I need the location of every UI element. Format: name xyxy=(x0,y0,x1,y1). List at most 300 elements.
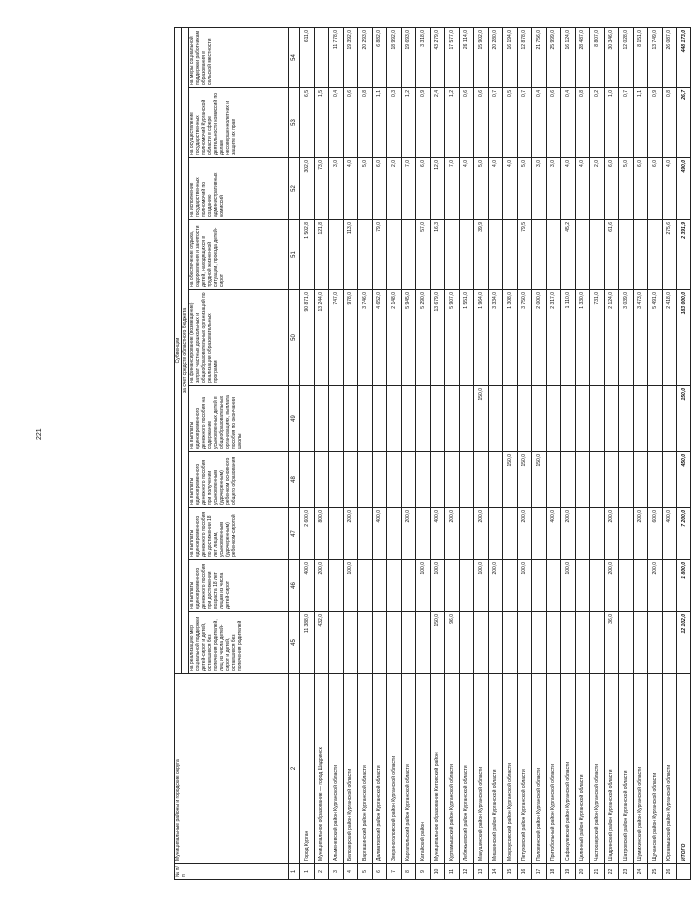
column-header: на исполнение государственных полномочий по созданию административных комиссий xyxy=(189,158,289,220)
column-header: на выплаты единовременного денежного пособия на содержание усыновленных детей в общеобразовательных организациях, выплата пособия по окончании школы xyxy=(189,386,289,452)
table-row xyxy=(633,28,648,880)
cell-value: 17 577,0 xyxy=(445,28,460,88)
row-municipality: Лебяжьевский район Курганской области xyxy=(459,674,474,864)
column-header: на выплаты единовременного денежного пособия при получении усыновленным (удочеренным) ребенком основного общего образования xyxy=(189,452,289,508)
column-index: 53 xyxy=(289,88,300,158)
row-municipality: Мишкинский район Курганской области xyxy=(488,674,503,864)
cell-value xyxy=(329,220,344,290)
cell-value: 8 807,0 xyxy=(590,28,605,88)
cell-value xyxy=(459,560,474,612)
cell-value xyxy=(619,612,634,674)
cell-value xyxy=(503,220,518,290)
cell-value: 20 280,0 xyxy=(488,28,503,88)
cell-value: 800,0 xyxy=(314,508,329,560)
row-number: 22 xyxy=(604,864,619,880)
cell-value xyxy=(401,612,416,674)
cell-value xyxy=(488,612,503,674)
cell-value: 2 148,0 xyxy=(387,290,402,386)
total-value: 490,0 xyxy=(677,158,691,220)
cell-value: 100,0 xyxy=(416,560,431,612)
cell-value xyxy=(401,560,416,612)
cell-value: 3 750,0 xyxy=(517,290,532,386)
cell-value xyxy=(488,386,503,452)
table-row xyxy=(401,28,416,880)
cell-value: 100,0 xyxy=(517,560,532,612)
cell-value: 30 346,0 xyxy=(604,28,619,88)
cell-value: 39,9 xyxy=(474,220,489,290)
row-number: 2 xyxy=(314,864,329,880)
cell-value: 150,0 xyxy=(532,452,547,508)
cell-value: 2,0 xyxy=(387,158,402,220)
cell-value xyxy=(619,508,634,560)
cell-value: 2 124,0 xyxy=(604,290,619,386)
cell-value: 4,0 xyxy=(343,158,358,220)
cell-value xyxy=(590,220,605,290)
cell-value xyxy=(372,560,387,612)
cell-value: 200,0 xyxy=(604,560,619,612)
cell-value xyxy=(503,612,518,674)
cell-value xyxy=(633,452,648,508)
cell-value: 121,8 xyxy=(314,220,329,290)
row-municipality: Шумихинский район Курганской области xyxy=(633,674,648,864)
cell-value: 0,8 xyxy=(575,88,590,158)
cell-value xyxy=(416,508,431,560)
cell-value: 0,5 xyxy=(503,88,518,158)
cell-value: 2 317,0 xyxy=(546,290,561,386)
cell-value: 6,0 xyxy=(604,158,619,220)
row-municipality: Звериноголовский район Курганской области xyxy=(387,674,402,864)
row-number: 20 xyxy=(575,864,590,880)
cell-value: 1,5 xyxy=(314,88,329,158)
cell-value: 2 418,0 xyxy=(662,290,677,386)
cell-value xyxy=(619,452,634,508)
row-municipality: Целинный район Курганской области xyxy=(575,674,590,864)
cell-value xyxy=(459,612,474,674)
cell-value: 13 749,0 xyxy=(648,28,663,88)
cell-value xyxy=(561,612,576,674)
cell-value: 79,0 xyxy=(372,220,387,290)
cell-value xyxy=(633,560,648,612)
cell-value: 0,6 xyxy=(546,88,561,158)
column-index: 47 xyxy=(289,508,300,560)
row-municipality: Варгашинский район Курганской области xyxy=(358,674,373,864)
cell-value xyxy=(648,220,663,290)
column-index: 51 xyxy=(289,220,300,290)
row-number: 9 xyxy=(416,864,431,880)
cell-value: 150,0 xyxy=(430,612,445,674)
cell-value xyxy=(329,452,344,508)
cell-value xyxy=(343,452,358,508)
cell-value xyxy=(546,386,561,452)
cell-value: 96,0 xyxy=(445,612,460,674)
total-empty xyxy=(677,864,691,880)
cell-value xyxy=(561,452,576,508)
cell-value: 150,0 xyxy=(517,452,532,508)
total-value: 7 200,0 xyxy=(677,508,691,560)
cell-value xyxy=(575,386,590,452)
column-header: на меры социальной поддержки работникам образования в сельской местности xyxy=(189,28,289,88)
cell-value xyxy=(590,452,605,508)
cell-value: 5 945,0 xyxy=(401,290,416,386)
cell-value xyxy=(416,452,431,508)
cell-value xyxy=(619,386,634,452)
cell-value: 0,6 xyxy=(343,88,358,158)
table-row xyxy=(358,28,373,880)
cell-value: 21 756,0 xyxy=(532,28,547,88)
cell-value xyxy=(546,452,561,508)
cell-value: 6 882,0 xyxy=(372,28,387,88)
cell-value: 5 907,0 xyxy=(445,290,460,386)
cell-value xyxy=(387,612,402,674)
cell-value xyxy=(459,386,474,452)
cell-value: 90 871,0 xyxy=(300,290,315,386)
cell-value: 4,0 xyxy=(561,158,576,220)
cell-value: 1,1 xyxy=(633,88,648,158)
cell-value: 7,0 xyxy=(445,158,460,220)
cell-value: 15 902,0 xyxy=(474,28,489,88)
cell-value: 3,0 xyxy=(546,158,561,220)
row-number: 7 xyxy=(387,864,402,880)
column-header: на выплаты единовременного денежного пособия по достижении 18 лет лицам, усыновленным (удочеренным) ребенком-сиротой xyxy=(189,508,289,560)
row-number: 17 xyxy=(532,864,547,880)
table-row xyxy=(372,28,387,880)
row-municipality: Каргапольский район Курганской области xyxy=(401,674,416,864)
rotated-table-container xyxy=(174,28,687,880)
cell-value: 8 151,0 xyxy=(633,28,648,88)
cell-value: 5,0 xyxy=(474,158,489,220)
cell-value: 26 087,0 xyxy=(662,28,677,88)
cell-value xyxy=(358,612,373,674)
cell-value: 4 652,0 xyxy=(372,290,387,386)
cell-value: 2,4 xyxy=(430,88,445,158)
cell-value xyxy=(329,560,344,612)
cell-value xyxy=(372,612,387,674)
cell-value: 200,0 xyxy=(488,560,503,612)
cell-value xyxy=(343,386,358,452)
cell-value xyxy=(590,612,605,674)
cell-value: 731,0 xyxy=(590,290,605,386)
row-municipality: Щучанский район Курганской области xyxy=(648,674,663,864)
cell-value xyxy=(590,560,605,612)
cell-value xyxy=(517,386,532,452)
cell-value: 200,0 xyxy=(445,508,460,560)
row-number: 24 xyxy=(633,864,648,880)
cell-value: 3 039,0 xyxy=(619,290,634,386)
cell-value xyxy=(532,612,547,674)
total-value: 450,0 xyxy=(677,452,691,508)
cell-value: 3 318,0 xyxy=(416,28,431,88)
cell-value: 18 992,0 xyxy=(387,28,402,88)
cell-value: 12 028,0 xyxy=(619,28,634,88)
row-municipality: Шадринский район Курганской области xyxy=(604,674,619,864)
column-index: 45 xyxy=(289,612,300,674)
cell-value: 1 551,0 xyxy=(459,290,474,386)
cell-value xyxy=(372,386,387,452)
cell-value xyxy=(488,452,503,508)
cell-value xyxy=(445,386,460,452)
cell-value xyxy=(619,560,634,612)
cell-value xyxy=(387,452,402,508)
cell-value: 600,0 xyxy=(648,508,663,560)
cell-value xyxy=(575,560,590,612)
table-row xyxy=(445,28,460,880)
cell-value: 25 999,0 xyxy=(546,28,561,88)
cell-value: 0,8 xyxy=(358,88,373,158)
column-header: на осуществление государственных полномочий Курганской области в сфере деятельности комиссий по делам несовершеннолетних и защите их прав xyxy=(189,88,289,158)
table-body xyxy=(300,28,691,880)
cell-value xyxy=(619,220,634,290)
cell-value: 150,0 xyxy=(503,452,518,508)
cell-value: 16 124,0 xyxy=(561,28,576,88)
cell-value xyxy=(662,386,677,452)
cell-value: 11 778,0 xyxy=(329,28,344,88)
row-municipality: Частоозерский район Курганской области xyxy=(590,674,605,864)
table-row xyxy=(314,28,329,880)
table-row xyxy=(561,28,576,880)
cell-value xyxy=(517,612,532,674)
cell-value: 0,2 xyxy=(590,88,605,158)
cell-value xyxy=(300,452,315,508)
table-row xyxy=(430,28,445,880)
table-row xyxy=(590,28,605,880)
cell-value: 611,0 xyxy=(300,28,315,88)
cell-value: 400,0 xyxy=(546,508,561,560)
column-index: 48 xyxy=(289,452,300,508)
cell-value xyxy=(488,220,503,290)
column-header: на реализацию мер социальной поддержки детей-сирот и детей, оставшихся без попечения родителей, лиц из числа детей-сирот и детей, оставшихся без попечения родителей xyxy=(189,612,289,674)
row-number: 3 xyxy=(329,864,344,880)
page-number: 221 xyxy=(36,428,43,440)
cell-value xyxy=(532,220,547,290)
cell-value: 5 491,0 xyxy=(648,290,663,386)
cell-value xyxy=(343,612,358,674)
cell-value xyxy=(575,452,590,508)
cell-value: 19 693,0 xyxy=(401,28,416,88)
cell-value: 100,0 xyxy=(561,560,576,612)
cell-value xyxy=(416,386,431,452)
row-number: 1 xyxy=(300,864,315,880)
cell-value xyxy=(314,452,329,508)
cell-value: 12,0 xyxy=(430,158,445,220)
header-no: № п/п xyxy=(175,864,289,880)
table-row xyxy=(459,28,474,880)
row-municipality: Сафакулевский район Курганской области xyxy=(561,674,576,864)
row-number: 18 xyxy=(546,864,561,880)
cell-value xyxy=(648,452,663,508)
cell-value xyxy=(546,220,561,290)
cell-value xyxy=(604,386,619,452)
column-index: 52 xyxy=(289,158,300,220)
row-number: 4 xyxy=(343,864,358,880)
cell-value xyxy=(546,560,561,612)
cell-value xyxy=(503,508,518,560)
cell-value: 5,0 xyxy=(358,158,373,220)
cell-value: 200,0 xyxy=(343,508,358,560)
cell-value: 0,7 xyxy=(517,88,532,158)
row-number: 5 xyxy=(358,864,373,880)
total-value: 150,0 xyxy=(677,386,691,452)
cell-value xyxy=(459,508,474,560)
cell-value xyxy=(445,220,460,290)
cell-value: 200,0 xyxy=(314,560,329,612)
row-number: 15 xyxy=(503,864,518,880)
cell-value xyxy=(633,386,648,452)
cell-value: 100,0 xyxy=(343,560,358,612)
total-value: 448 173,0 xyxy=(677,28,691,88)
cell-value xyxy=(401,386,416,452)
cell-value: 1 330,0 xyxy=(575,290,590,386)
header-subventions: Субвенции xyxy=(175,28,182,674)
cell-value xyxy=(372,452,387,508)
row-municipality: Макушинский район Курганской области xyxy=(474,674,489,864)
cell-value xyxy=(314,386,329,452)
cell-value: 6,0 xyxy=(416,158,431,220)
cell-value: 400,0 xyxy=(662,508,677,560)
cell-value: 6,0 xyxy=(648,158,663,220)
cell-value: 4,0 xyxy=(662,158,677,220)
table-row xyxy=(532,28,547,880)
table-row xyxy=(604,28,619,880)
cell-value xyxy=(358,220,373,290)
cell-value xyxy=(387,508,402,560)
cell-value: 0,3 xyxy=(387,88,402,158)
total-row xyxy=(677,28,691,880)
cell-value xyxy=(358,560,373,612)
cell-value: 113,0 xyxy=(343,220,358,290)
cell-value xyxy=(575,220,590,290)
table-row xyxy=(619,28,634,880)
cell-value: 3 473,0 xyxy=(633,290,648,386)
cell-value: 1 308,0 xyxy=(503,290,518,386)
cell-value: 2 000,0 xyxy=(532,290,547,386)
cell-value: 11 388,0 xyxy=(300,612,315,674)
cell-value xyxy=(575,612,590,674)
cell-value: 6,0 xyxy=(372,158,387,220)
cell-value: 1,1 xyxy=(372,88,387,158)
row-municipality: Половинский район Курганской области xyxy=(532,674,547,864)
cell-value: 747,0 xyxy=(329,290,344,386)
cell-value: 36,0 xyxy=(604,612,619,674)
cell-value xyxy=(662,612,677,674)
cell-value xyxy=(358,508,373,560)
cell-value: 432,0 xyxy=(314,612,329,674)
row-municipality: Мокроусовский район Курганской области xyxy=(503,674,518,864)
cell-value: 61,6 xyxy=(604,220,619,290)
row-municipality: Шатровский район Курганской области xyxy=(619,674,634,864)
cell-value: 0,7 xyxy=(488,88,503,158)
column-index: 46 xyxy=(289,560,300,612)
row-number: 6 xyxy=(372,864,387,880)
column-index-row xyxy=(289,28,300,880)
cell-value: 1,2 xyxy=(445,88,460,158)
table-row xyxy=(546,28,561,880)
cell-value: 200,0 xyxy=(401,508,416,560)
cell-value: 4,0 xyxy=(488,158,503,220)
table-row xyxy=(343,28,358,880)
cell-value xyxy=(459,452,474,508)
cell-value xyxy=(546,612,561,674)
cell-value xyxy=(416,612,431,674)
row-municipality: Альменевский район Курганской области xyxy=(329,674,344,864)
cell-value: 0,4 xyxy=(329,88,344,158)
cell-value: 16,3 xyxy=(430,220,445,290)
cell-value: 275,6 xyxy=(662,220,677,290)
cell-value xyxy=(358,452,373,508)
row-number: 23 xyxy=(619,864,634,880)
column-index: 2 xyxy=(289,674,300,864)
column-header: на выплаты единовременного денежного пособия при достижении возраста 18 лет лицам из числа детей-сирот xyxy=(189,560,289,612)
cell-value xyxy=(300,386,315,452)
cell-value xyxy=(633,220,648,290)
cell-value: 0,9 xyxy=(648,88,663,158)
table-row xyxy=(503,28,518,880)
cell-value xyxy=(488,508,503,560)
cell-value: 0,6 xyxy=(474,88,489,158)
total-value: 183 000,0 xyxy=(677,290,691,386)
table-row xyxy=(575,28,590,880)
total-value: 26,7 xyxy=(677,88,691,158)
cell-value: 978,0 xyxy=(343,290,358,386)
cell-value: 5,0 xyxy=(517,158,532,220)
row-municipality: Катайский район xyxy=(416,674,431,864)
cell-value: 1,0 xyxy=(604,88,619,158)
row-municipality: Белозерский район Курганской области xyxy=(343,674,358,864)
column-index: 1 xyxy=(289,864,300,880)
cell-value: 6,5 xyxy=(300,88,315,158)
cell-value xyxy=(590,508,605,560)
row-municipality: Куртамышский район Курганской области xyxy=(445,674,460,864)
cell-value: 200,0 xyxy=(633,508,648,560)
cell-value: 13 244,0 xyxy=(314,290,329,386)
cell-value xyxy=(401,220,416,290)
cell-value: 26 114,0 xyxy=(459,28,474,88)
table-row xyxy=(662,28,677,880)
cell-value: 200,0 xyxy=(474,508,489,560)
total-value: 2 391,9 xyxy=(677,220,691,290)
cell-value: 1 110,0 xyxy=(561,290,576,386)
header-municipality: Муниципальные районы и городские округа xyxy=(175,674,289,864)
cell-value xyxy=(358,386,373,452)
cell-value xyxy=(430,452,445,508)
cell-value xyxy=(648,612,663,674)
cell-value: 150,0 xyxy=(474,386,489,452)
cell-value: 400,0 xyxy=(372,508,387,560)
cell-value: 200,0 xyxy=(604,508,619,560)
cell-value: 20 293,0 xyxy=(358,28,373,88)
cell-value: 7,0 xyxy=(401,158,416,220)
cell-value xyxy=(329,612,344,674)
cell-value: 3,0 xyxy=(532,158,547,220)
cell-value xyxy=(445,452,460,508)
cell-value xyxy=(474,452,489,508)
table-row xyxy=(329,28,344,880)
cell-value xyxy=(401,452,416,508)
cell-value xyxy=(575,508,590,560)
cell-value xyxy=(329,386,344,452)
row-municipality: Юргамышский район Курганской области xyxy=(662,674,677,864)
row-number: 8 xyxy=(401,864,416,880)
cell-value: 45,2 xyxy=(561,220,576,290)
row-municipality: Муниципальное образование Кетовский район xyxy=(430,674,445,864)
cell-value: 5,0 xyxy=(619,158,634,220)
header-regional-budget: за счет средств областного бюджета xyxy=(182,28,189,674)
cell-value: 0,7 xyxy=(619,88,634,158)
table-row xyxy=(474,28,489,880)
cell-value xyxy=(532,560,547,612)
cell-value: 200,0 xyxy=(561,508,576,560)
total-label: ИТОГО xyxy=(677,674,691,864)
cell-value: 16 194,0 xyxy=(503,28,518,88)
